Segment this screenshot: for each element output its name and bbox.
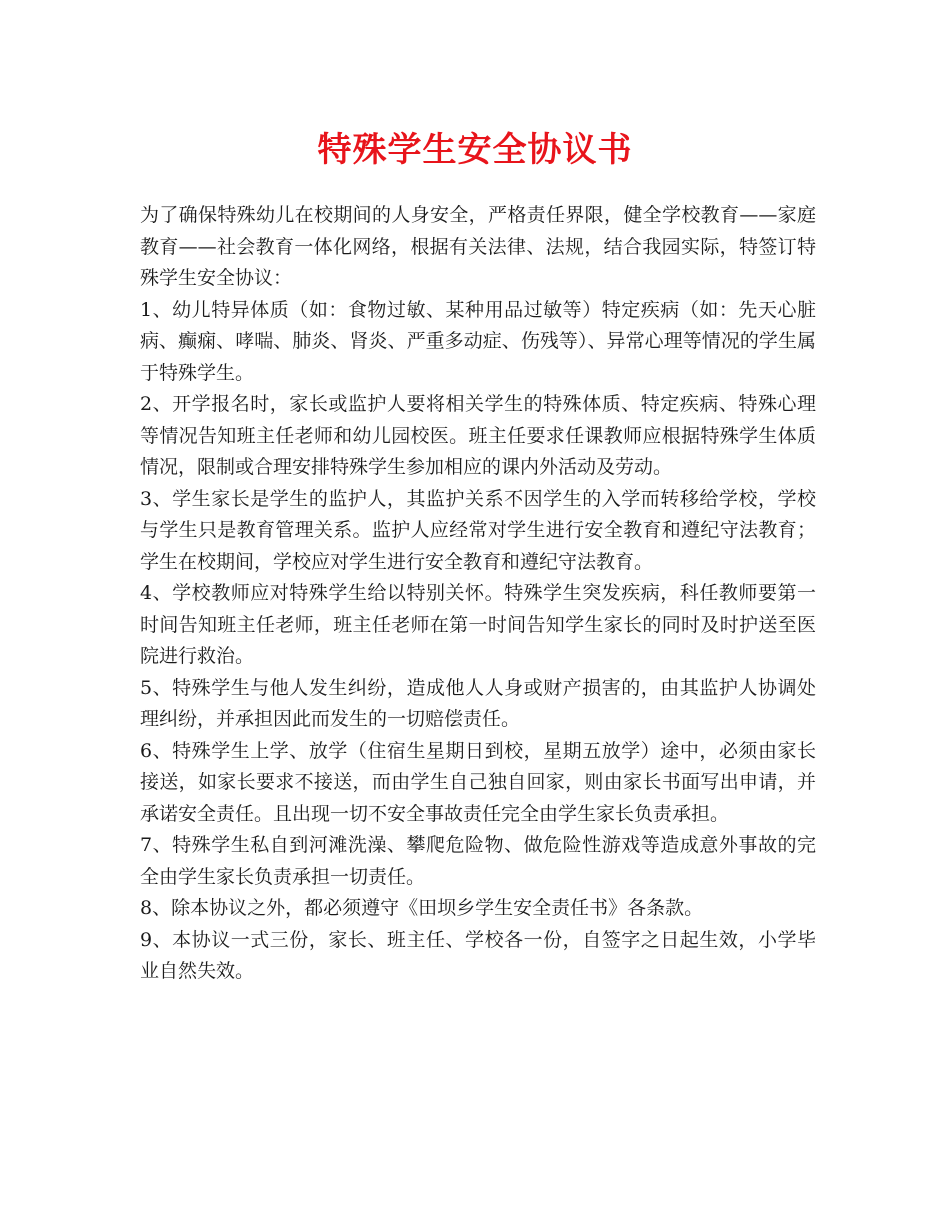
document-body [140,200,816,988]
intro-paragraph: 为了确保特殊幼儿在校期间的人身安全，严格责任界限，健全学校教育——家庭教育——社会教育一体化网络，根据有关法律、法规，结合我园实际，特签订特殊学生安全协议： [140,204,816,289]
clause-6: 6、特殊学生上学、放学（住宿生星期日到校，星期五放学）途中，必须由家长接送，如家长要求不接送，而由学生自己独自回家，则由家长书面写出申请，并承诺安全责任。且出现一切不安全事故责任完全由学生家长负责承担。 [140,739,816,825]
clause-7: 7、特殊学生私自到河滩洗澡、攀爬危险物、做危险性游戏等造成意外事故的完全由学生家长负责承担一切责任。 [140,834,816,888]
clause-1: 1、幼儿特异体质（如：食物过敏、某种用品过敏等）特定疾病（如：先天心脏病、癫痫、哮喘、肺炎、肾炎、严重多动症、伤残等）、异常心理等情况的学生属于特殊学生。 [140,298,816,384]
document-title: 特殊学生安全协议书 [317,130,633,170]
clause-5: 5、特殊学生与他人发生纠纷，造成他人人身或财产损害的，由其监护人协调处理纠纷，并承担因此而发生的一切赔偿责任。 [140,676,816,730]
clause-8: 8、除本协议之外，都必须遵守《田坝乡学生安全责任书》各条款。 [140,897,704,919]
clause-3: 3、学生家长是学生的监护人，其监护关系不因学生的入学而转移给学校，学校与学生只是教育管理关系。监护人应经常对学生进行安全教育和遵纪守法教育；学生在校期间，学校应对学生进行安全教育和遵纪守法教育。 [140,487,816,573]
clause-2: 2、开学报名时，家长或监护人要将相关学生的特殊体质、特定疾病、特殊心理等情况告知班主任老师和幼儿园校医。班主任要求任课教师应根据特殊学生体质情况，限制或合理安排特殊学生参加相应的课内外活动及劳动。 [140,393,816,478]
clause-4: 4、学校教师应对特殊学生给以特别关怀。特殊学生突发疾病，科任教师要第一时间告知班主任老师，班主任老师在第一时间告知学生家长的同时及时护送至医院进行救治。 [140,582,816,667]
clause-9: 9、本协议一式三份，家长、班主任、学校各一份，自签字之日起生效，小学毕业自然失效。 [140,928,816,982]
